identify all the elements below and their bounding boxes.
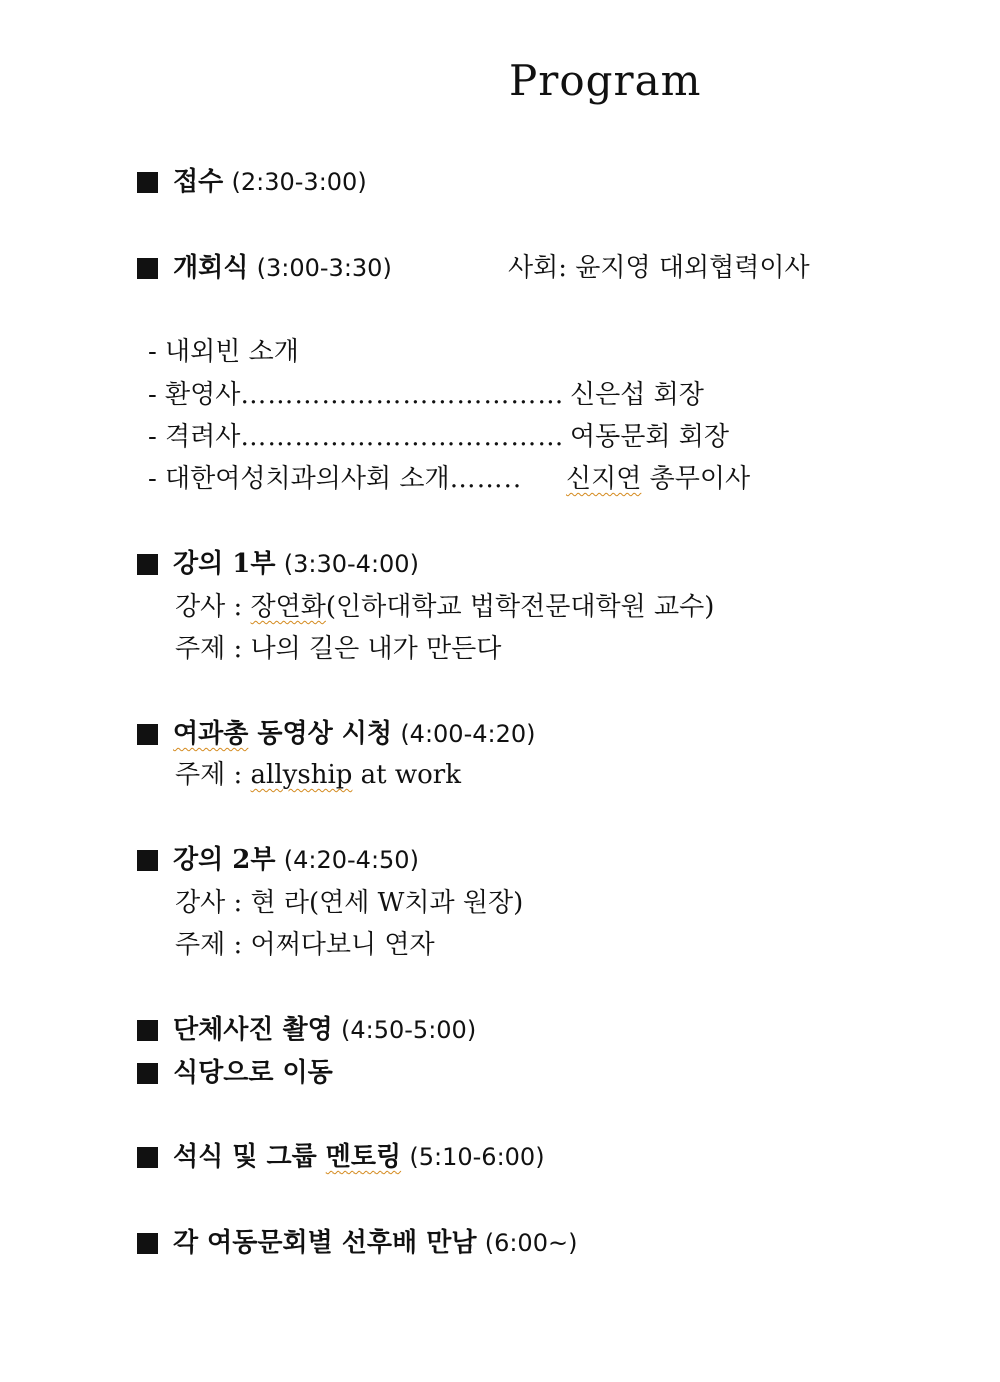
opening-item: - 내외빈 소개: [148, 337, 299, 367]
section-reception: [173, 165, 367, 199]
item-person: 신은섭 회장: [570, 380, 704, 410]
section-move: [173, 1056, 333, 1090]
section-bullet: [137, 1147, 158, 1168]
section-meeting: [173, 1226, 577, 1260]
topic-prefix: 주제 :: [175, 760, 251, 790]
section-time: (2:30-3:00): [231, 168, 367, 196]
section-bullet: [137, 1063, 158, 1084]
section-label: 각 여동문회별 선후배 만남: [173, 1228, 477, 1258]
topic-rest: at work: [352, 760, 461, 790]
section-video: [173, 717, 536, 751]
person-role: 총무이사: [641, 464, 751, 494]
section-time: (4:50-5:00): [341, 1016, 477, 1044]
section-bullet: [137, 172, 158, 193]
lecture1-speaker: [175, 590, 714, 624]
page-title: Program: [509, 56, 702, 105]
section-bullet: [137, 724, 158, 745]
lecture1-topic: 주제 : 나의 길은 내가 만든다: [175, 634, 502, 664]
section-label-squig: 멘토링: [325, 1142, 402, 1172]
video-topic: [175, 758, 461, 792]
section-label: 개회식: [173, 253, 249, 283]
lecture2-speaker: 강사 : 현 라(연세 W치과 원장): [175, 888, 524, 918]
section-label: 접수: [173, 167, 224, 197]
item-person: [566, 462, 750, 496]
section-bullet: [137, 1020, 158, 1041]
opening-item: [148, 420, 564, 454]
topic-word: allyship: [250, 760, 353, 790]
section-bullet: [137, 258, 158, 279]
section-bullet: [137, 1233, 158, 1254]
section-label: 단체사진 촬영: [173, 1015, 333, 1045]
section-label: 강의 2부: [173, 845, 276, 875]
leader-dots: ………………………………: [240, 380, 565, 410]
speaker-prefix: 강사 :: [175, 592, 251, 622]
section-lecture2: [173, 843, 419, 877]
section-time: (5:10-6:00): [409, 1143, 545, 1171]
section-time: (6:00~): [484, 1229, 578, 1257]
section-lecture1: [173, 547, 419, 581]
section-label: 식당으로 이동: [173, 1058, 333, 1088]
leader-dots: ……..: [449, 464, 523, 494]
section-photo: [173, 1013, 476, 1047]
item-text: - 환영사: [148, 380, 241, 410]
section-opening: [173, 251, 392, 285]
lecture2-topic: 주제 : 어쩌다보니 연자: [175, 930, 435, 960]
opening-item: [148, 462, 522, 496]
section-dinner: [173, 1140, 545, 1174]
speaker-affiliation: (인하대학교 법학전문대학원 교수): [325, 592, 715, 622]
item-text: - 격려사: [148, 422, 241, 452]
section-label: 석식 및 그룹: [173, 1142, 326, 1172]
section-label-squig: 여과총: [173, 719, 249, 749]
section-time: (4:20-4:50): [283, 846, 419, 874]
section-bullet: [137, 554, 158, 575]
person-name: 신지연: [566, 464, 642, 494]
item-text: - 대한여성치과의사회 소개: [148, 464, 450, 494]
speaker-name: 장연화: [250, 592, 326, 622]
section-time: (3:30-4:00): [283, 550, 419, 578]
section-time: (3:00-3:30): [256, 254, 392, 282]
section-label: 강의 1부: [173, 549, 276, 579]
section-label: 동영상 시청: [248, 719, 393, 749]
section-time: (4:00-4:20): [400, 720, 536, 748]
leader-dots: ………………………………: [240, 422, 565, 452]
item-person: 여동문회 회장: [570, 422, 729, 452]
section-bullet: [137, 850, 158, 871]
opening-host: 사회: 윤지영 대외협력이사: [508, 253, 810, 283]
opening-item: [148, 378, 564, 412]
